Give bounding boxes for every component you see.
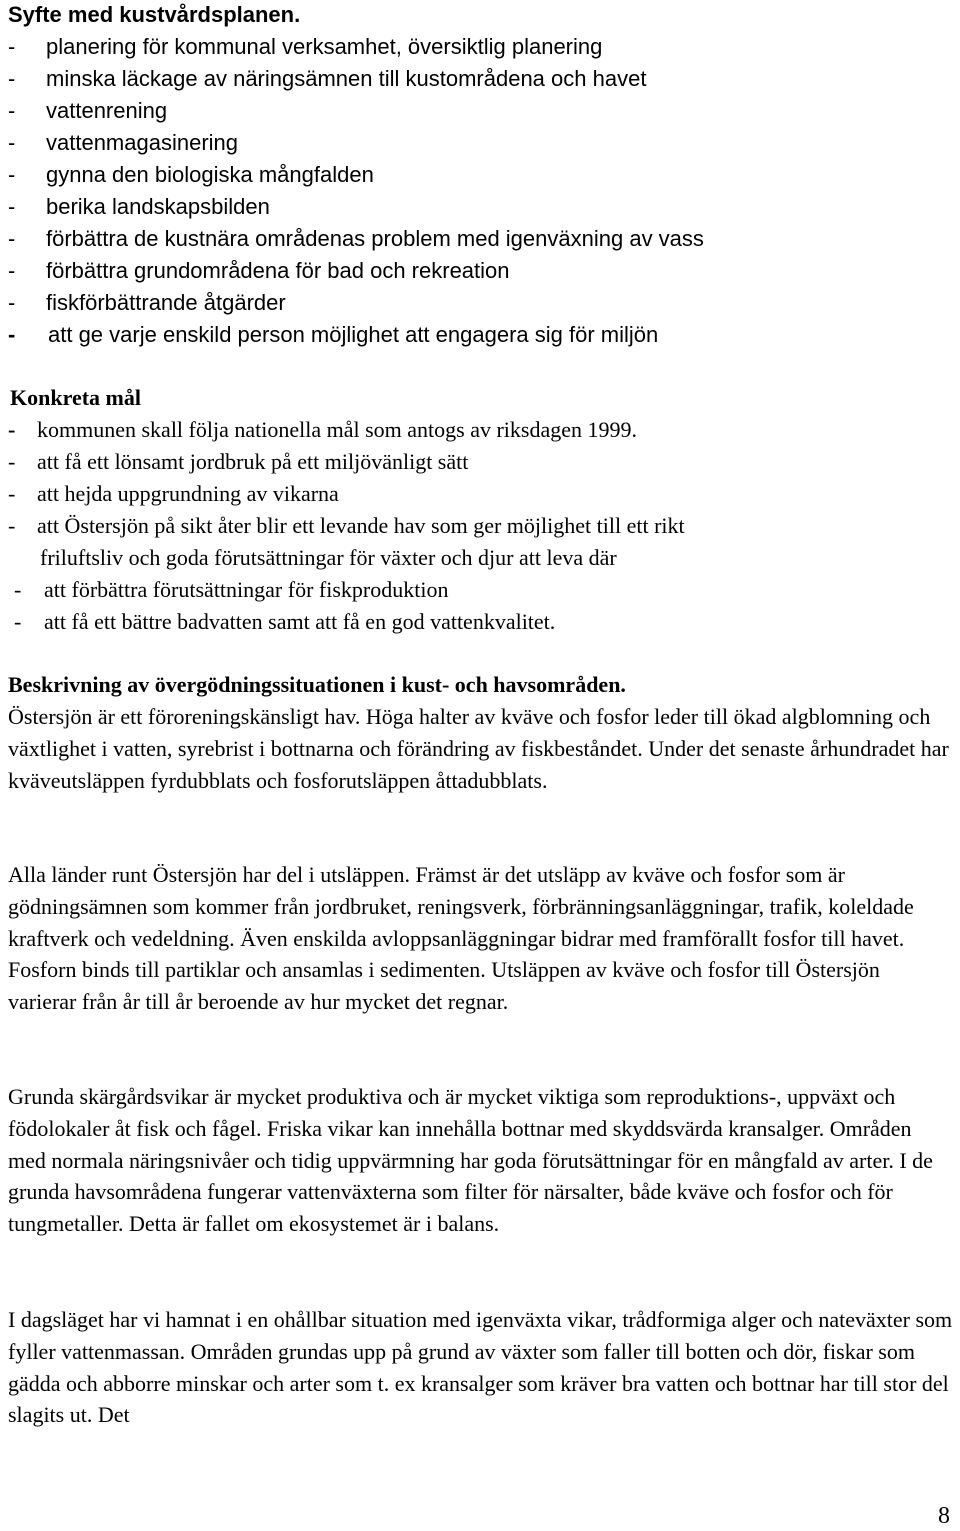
heading-syfte: Syfte med kustvårdsplanen. <box>8 2 301 27</box>
paragraph: I dagsläget har vi hamnat i en ohållbar situation med igenväxta vikar, trådformiga alger och nateväxter som fyller vattenmassan. Områden grundas upp på grund av växter som faller till botten och dör, fiskar som gädda och abborre minskar och arter som t. ex kransalger som kräver bra vatten och bottnar har till stor del slagits ut. Det <box>8 1307 953 1428</box>
list-item: - minska läckage av näringsämnen till kustområdena och havet <box>8 66 647 91</box>
heading-konkreta-mal: Konkreta mål <box>10 385 141 410</box>
paragraph: Alla länder runt Östersjön har del i utsläppen. Främst är det utsläpp av kväve och fosfor som är gödningsämnen som kommer från jordbruket, reningsverk, förbränningsanläggningar, trafik, koleldade kraftverk och vedeldning. Även enskilda avloppsanläggningar bidrar med framförallt fosfor till havet. Fosforn binds till partiklar och ansamlas i sedimenten. Utsläppen av kväve och fosfor till Östersjön varierar från år till år beroende av hur mycket det regnar. <box>8 862 914 1015</box>
list-item: - berika landskapsbilden <box>8 194 270 219</box>
list-item: - fiskförbättrande åtgärder <box>8 290 286 315</box>
list-item: - kommunen skall följa nationella mål som antogs av riksdagen 1999. <box>8 417 637 442</box>
list-item: - att ge varje enskild person möjlighet att engagera sig för miljön <box>8 322 659 347</box>
list-item: - att hejda uppgrundning av vikarna <box>8 481 339 506</box>
list-item: - att Östersjön på sikt åter blir ett levande hav som ger möjlighet till ett rikt <box>8 513 685 538</box>
list-item: - att få ett lönsamt jordbruk på ett miljövänligt sätt <box>8 449 469 474</box>
list-item: - planering för kommunal verksamhet, översiktlig planering <box>8 34 603 59</box>
paragraph: Grunda skärgårdsvikar är mycket produktiva och är mycket viktiga som reproduktions-, uppväxt och födolokaler åt fisk och fågel. Friska vikar kan innehålla bottnar med skyddsvärda kransalger. Områden med normala näringsnivåer och tidig uppvärmning har goda förutsättningar för en mångfald av arter. I de grunda havsområdena fungerar vattenväxterna som filter för närsalter, både kväve och fosfor och för tungmetaller. Detta är fallet om ekosystemet är i balans. <box>8 1084 933 1237</box>
list-item: - förbättra grundområdena för bad och rekreation <box>8 258 510 283</box>
list-item: - vattenmagasinering <box>8 130 239 155</box>
page-number: 8 <box>938 1503 950 1529</box>
list-item: - gynna den biologiska mångfalden <box>8 162 374 187</box>
paragraph: Östersjön är ett föroreningskänsligt hav. Höga halter av kväve och fosfor leder till ökad algblomning och växtlighet i vatten, syrebrist i bottnarna och förändring av fiskbeståndet. Under det senaste århundradet har kväveutsläppen fyrdubblats och fosforutsläppen åttadubblats. <box>8 704 949 793</box>
list-item-continuation: friluftsliv och goda förutsättningar för växter och djur att leva där <box>40 545 617 570</box>
heading-beskrivning: Beskrivning av övergödningssituationen i kust- och havsområden. <box>8 672 626 697</box>
list-item: - vattenrening <box>8 98 168 123</box>
list-item: - att få ett bättre badvatten samt att få en god vattenkvalitet. <box>14 609 556 634</box>
list-item: - förbättra de kustnära områdenas problem med igenväxning av vass <box>8 226 704 251</box>
list-item: - att förbättra förutsättningar för fiskproduktion <box>14 577 449 602</box>
